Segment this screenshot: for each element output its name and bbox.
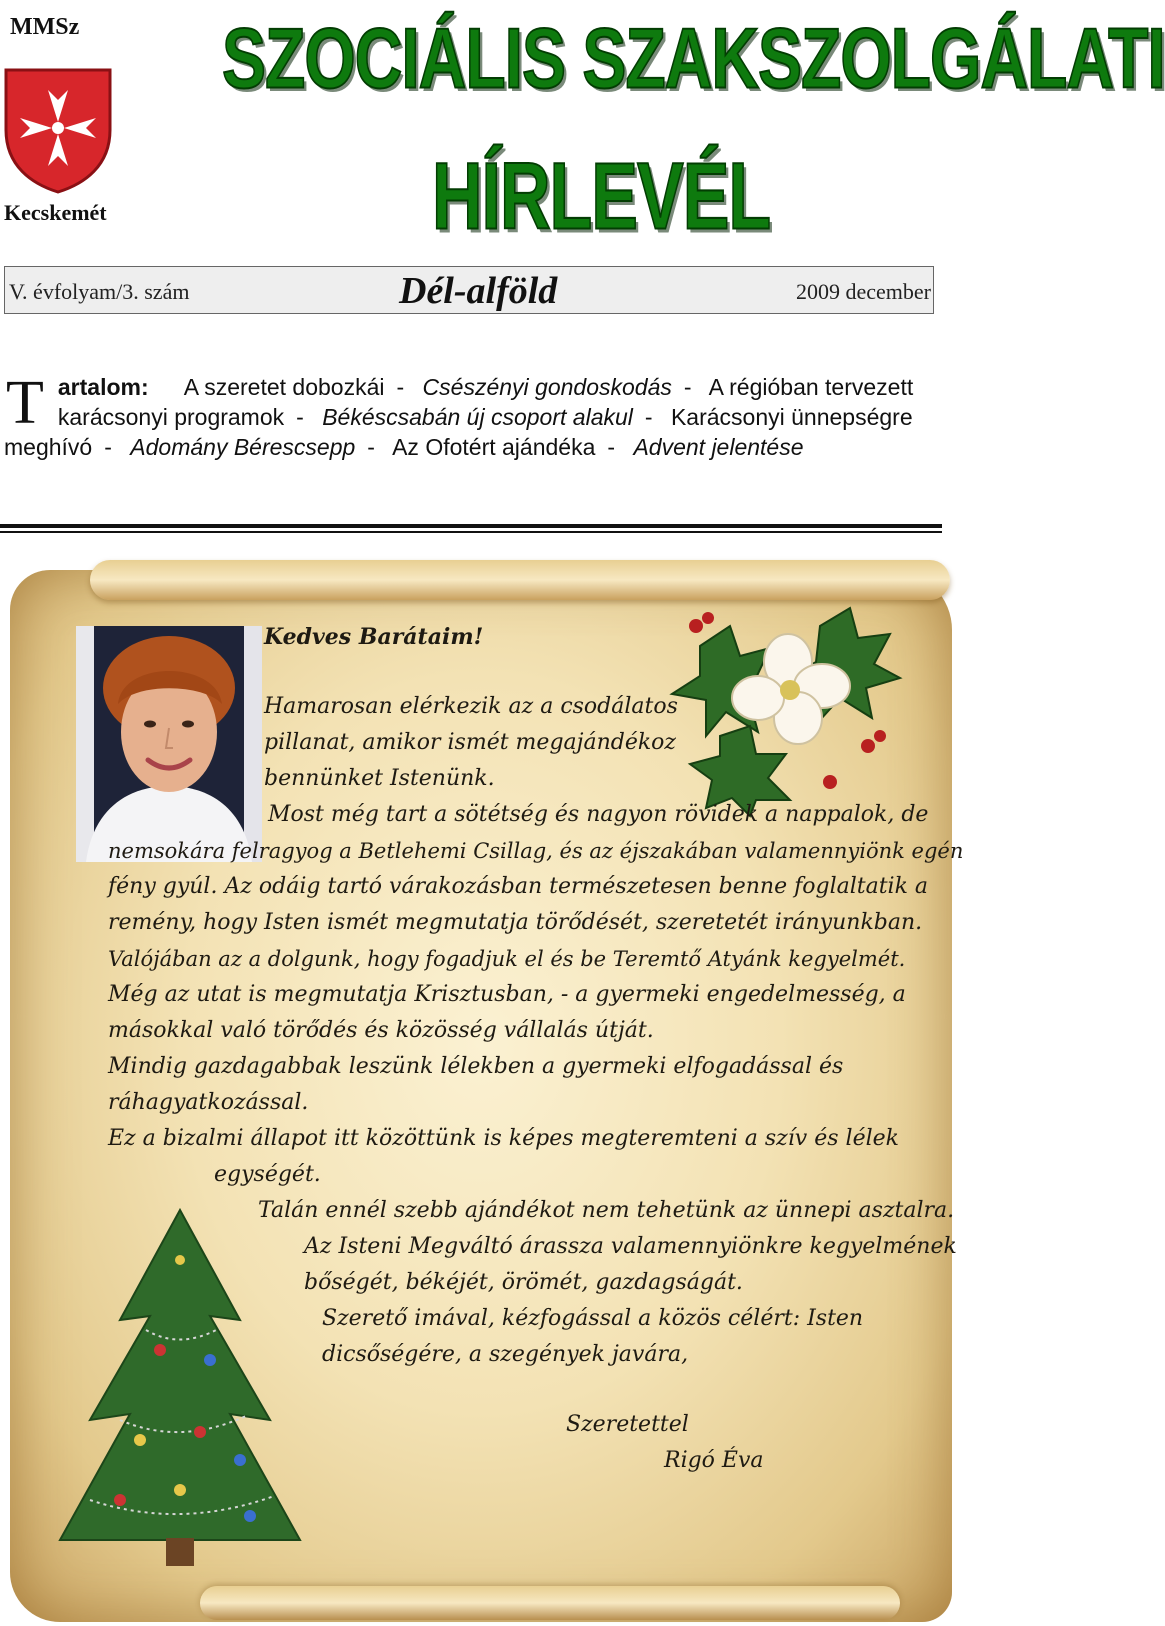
letter-closing: Szeretettel (566, 1412, 689, 1437)
contents-item: Adomány Bérescsepp (130, 434, 356, 460)
letter-line: bennünket Istenünk. (264, 766, 495, 791)
scroll-roll-bottom (200, 1586, 900, 1620)
letter-line: Talán ennél szebb ajándékot nem tehetünk az ünnepi asztalra. (258, 1198, 955, 1223)
contents-separator: - (296, 404, 304, 430)
letter-line: Valójában az a dolgunk, hogy fogadjuk el és be Teremtő Atyánk kegyelmét. (108, 947, 906, 971)
org-city: Kecskemét (4, 200, 107, 225)
letter-line: dicsőségére, a szegények javára, (322, 1342, 689, 1367)
contents-separator: - (104, 434, 112, 460)
contents-item: A régióban tervezett karácsonyi programok (57, 374, 914, 430)
letter-line: Most még tart a sötétség és nagyon rövidek a nappalok, de (268, 802, 929, 827)
letter-line: pillanat, amikor ismét megajándékoz (264, 730, 677, 755)
christmas-tree-icon (50, 1200, 310, 1570)
issue-bar (4, 266, 934, 314)
newsletter-subtitle: HÍRLEVÉL (432, 143, 771, 249)
letter-line: egységét. (214, 1162, 321, 1187)
letter-line: fény gyúl. Az odáig tartó várakozásban természetesen benne foglaltatik a (108, 874, 929, 899)
holly-flower-icon (660, 586, 910, 816)
letter-line: Mindig gazdagabbak leszünk lélekben a gyermeki elfogadással és (108, 1054, 844, 1079)
divider (0, 524, 942, 528)
author-portrait (76, 626, 262, 862)
contents-item: Békéscsabán új csoport alakul (322, 404, 633, 430)
letter-signature: Rigó Éva (664, 1448, 764, 1473)
contents-dropcap: T (6, 369, 44, 437)
contents-separator: - (644, 404, 653, 430)
letter-line: Szerető imával, kézfogással a közös célért: Isten (322, 1306, 864, 1331)
letter-line: nemsokára felragyog a Betlehemi Csillag, és az éjszakában valamennyiönk egén (108, 839, 964, 863)
contents-heading: artalom: (57, 374, 149, 400)
issue-date: 2009 december (796, 279, 931, 304)
newsletter-title: SZOCIÁLIS SZAKSZOLGÁLATI (222, 9, 1165, 106)
contents-separator: - (396, 374, 405, 400)
letter-line: remény, hogy Isten ismét megmutatja törődését, szeretetét irányunkban. (108, 910, 923, 935)
contents-separator: - (607, 434, 616, 460)
issue-volume: V. évfolyam/3. szám (9, 279, 190, 304)
divider (0, 531, 942, 533)
contents-item: A szeretet dobozkái (183, 374, 385, 400)
contents-item: Csészényi gondoskodás (422, 374, 672, 400)
letter-line: bőségét, békéjét, örömét, gazdagságát. (304, 1270, 743, 1295)
letter-line: másokkal való törődés és közösség vállalás útját. (108, 1018, 654, 1043)
contents-separator: - (683, 374, 692, 400)
contents-item: Karácsonyi ünnepségre meghívó (4, 404, 913, 460)
issue-region: Dél-alföld (399, 270, 558, 312)
contents-item: Az Ofotért ajándéka (392, 434, 596, 460)
letter-line: Hamarosan elérkezik az a csodálatos (264, 694, 678, 719)
contents-item: Advent jelentése (633, 434, 804, 460)
letter-line: ráhagyatkozással. (108, 1090, 309, 1115)
contents-separator: - (367, 434, 375, 460)
maltese-cross-crest-icon (0, 66, 116, 194)
letter-line: Ez a bizalmi állapot itt közöttünk is képes megteremteni a szív és lélek (108, 1126, 899, 1151)
table-of-contents (4, 369, 919, 462)
letter-greeting: Kedves Barátaim! (264, 624, 484, 650)
org-code: MMSz (10, 14, 80, 40)
letter-line: Még az utat is megmutatja Krisztusban, - a gyermeki engedelmesség, a (108, 982, 906, 1007)
letter-line: Az Isteni Megváltó árassza valamennyiönkre kegyelmének (304, 1234, 957, 1259)
